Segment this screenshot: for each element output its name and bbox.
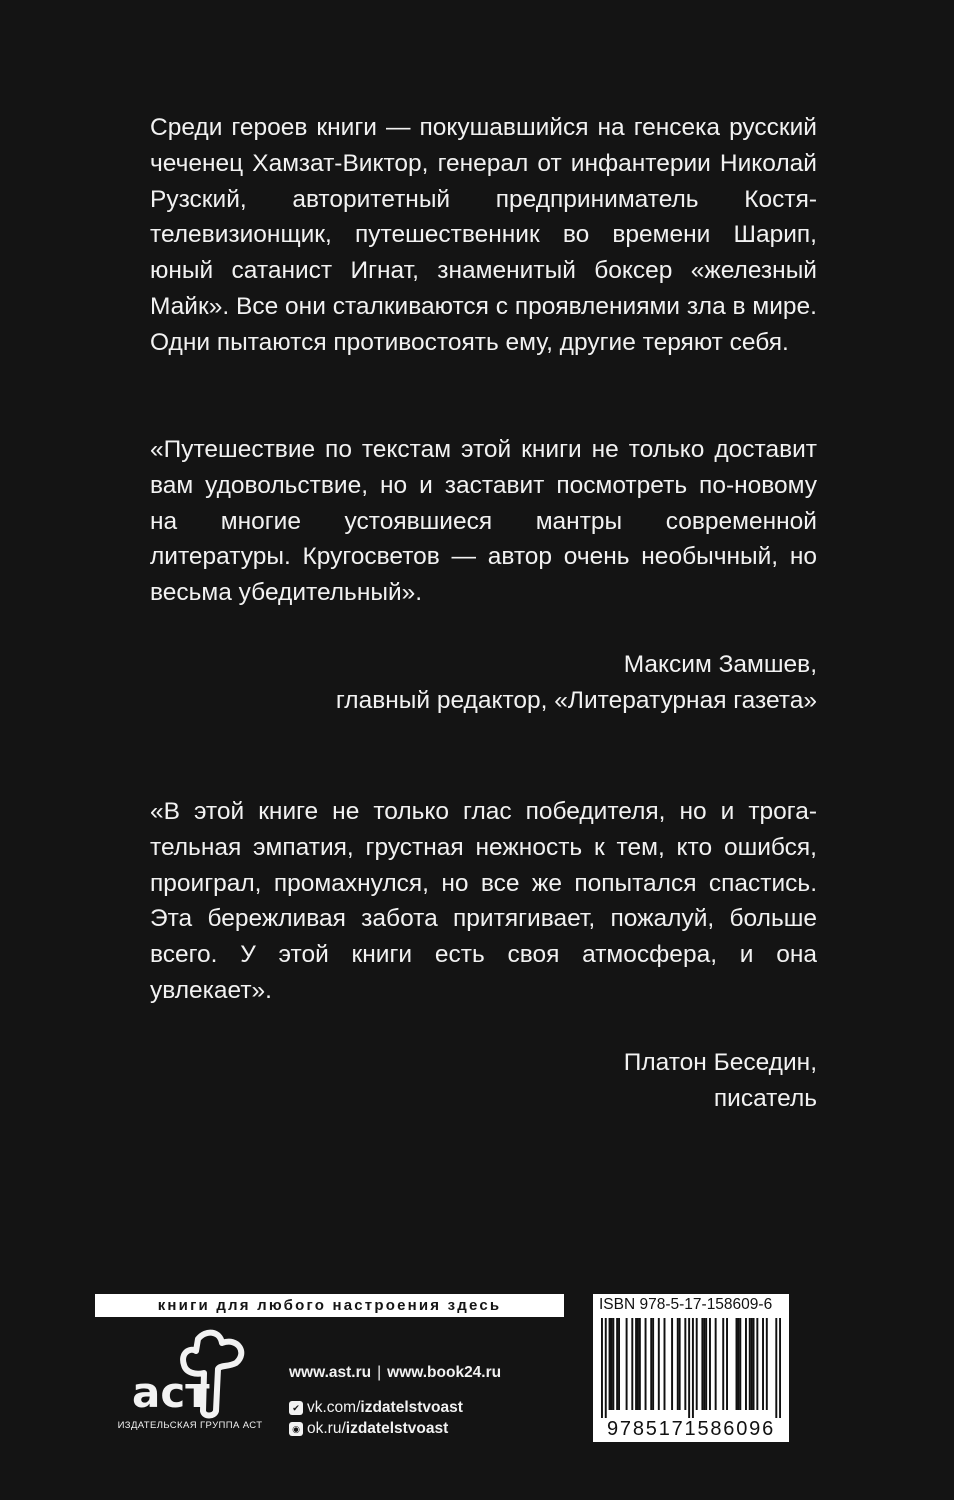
- quote-2-text: «В этой книге не только глас победителя, но и трогательная эмпатия, грустная нежность к тем, кто ошибся, проиграл, промахнулся, но все же попытался спастись. Эта бережливая забота притягивает, пожалуй, больше всего. У этой книги есть своя атмосфера, и она увлекает».: [150, 798, 817, 1004]
- slogan-bar: книги для любого настроения здесь: [95, 1294, 564, 1317]
- ok-row[interactable]: [289, 1418, 501, 1439]
- description-text: Среди героев книги — покушавшийся на генсека русский чеченец Хамзат-Виктор, генерал от инфантерии Николай Рузский, авторитетный предприниматель Костя-телевизионщик, путешественник во времени Шарип, юный сатанист Игнат, знаменитый боксер «железный Майк». Все они сталкиваются с проявлениями зла в мире. Одни пытаются противостоять ему, другие теряют себя.: [150, 114, 817, 356]
- barcode-bars: [601, 1318, 781, 1418]
- barcode-bar: [736, 1318, 738, 1410]
- isbn-label: ISBN 978-5-17-158609-6: [599, 1296, 773, 1313]
- barcode-bar: [722, 1318, 724, 1410]
- vk-handle: izdatelstvoast: [360, 1399, 463, 1416]
- barcode-bar: [601, 1318, 603, 1418]
- quote-1-attribution: [217, 647, 817, 719]
- barcode-bar: [766, 1318, 768, 1410]
- barcode-bar: [737, 1318, 739, 1410]
- barcode-bar: [739, 1318, 741, 1410]
- barcode-bar: [745, 1318, 747, 1410]
- barcode-bar: [637, 1318, 639, 1410]
- description-block: [150, 110, 817, 361]
- barcode-bar: [701, 1318, 703, 1410]
- barcode-bar: [726, 1318, 728, 1410]
- barcode-bar: [650, 1318, 652, 1410]
- barcode-bar: [715, 1318, 717, 1410]
- barcode-bar: [652, 1318, 654, 1410]
- barcode-bar: [709, 1318, 711, 1410]
- website-row: [289, 1362, 501, 1383]
- publisher-caption: ИЗДАТЕЛЬСКАЯ ГРУППА АСТ: [117, 1420, 263, 1431]
- publisher-logo: [110, 1325, 270, 1435]
- barcode-bar: [612, 1318, 614, 1410]
- quote-1-author: Максим Замшев,: [623, 651, 817, 678]
- barcode-bar: [688, 1318, 690, 1418]
- website-link-book24[interactable]: www.book24.ru: [387, 1364, 502, 1381]
- barcode-bar: [639, 1318, 641, 1410]
- barcode-bar: [677, 1318, 679, 1410]
- barcode-bar: [751, 1318, 753, 1410]
- ast-logo-icon: [110, 1325, 270, 1420]
- barcode-bar: [703, 1318, 705, 1410]
- quote-1-role: главный редактор, «Литературная газета»: [335, 686, 817, 714]
- barcode-bar: [762, 1318, 764, 1410]
- quote-2: [150, 794, 817, 1009]
- barcode-bar: [658, 1318, 660, 1410]
- barcode-bar: [679, 1318, 681, 1410]
- barcode-bar: [684, 1318, 686, 1410]
- vk-icon: ✔: [289, 1401, 303, 1415]
- barcode-digits: 9785171586096: [607, 1418, 775, 1440]
- link-separator: |: [377, 1364, 382, 1381]
- barcode-bar: [631, 1318, 633, 1410]
- quote-2-role: писатель: [713, 1084, 817, 1112]
- barcode-bar: [605, 1318, 607, 1418]
- barcode-bar: [671, 1318, 673, 1410]
- barcode-bar: [618, 1318, 620, 1410]
- barcode-bar: [756, 1318, 758, 1410]
- barcode-box: [593, 1294, 789, 1442]
- vk-prefix: vk.com/: [307, 1399, 361, 1416]
- barcode-bar: [753, 1318, 755, 1410]
- barcode-bar: [775, 1318, 777, 1418]
- barcode-bar: [645, 1318, 647, 1410]
- barcode-bar: [705, 1318, 707, 1410]
- quote-2-attribution: [217, 1045, 817, 1117]
- barcode-bar: [696, 1318, 698, 1410]
- barcode-bar: [779, 1318, 781, 1418]
- barcode-bar: [749, 1318, 751, 1410]
- ok-handle: izdatelstvoast: [345, 1420, 449, 1437]
- publisher-links: [289, 1362, 501, 1439]
- barcode-bar: [635, 1318, 637, 1410]
- barcode-bar: [609, 1318, 611, 1410]
- quote-1-text: «Путешествие по текстам этой книги не только доставит вам удовольствие, но и заставит посмотреть по-новому на многие устоявшиеся мантры современной литературы. Кругосветов — автор очень необычный, но весьма убедительный».: [150, 436, 817, 607]
- ok-icon: ◉: [289, 1422, 303, 1436]
- quote-1: [150, 432, 817, 611]
- ok-prefix: ok.ru/: [307, 1420, 346, 1437]
- barcode-bar: [664, 1318, 666, 1410]
- barcode-bar: [616, 1318, 618, 1410]
- logo-text: аст: [132, 1368, 210, 1417]
- website-link-ast[interactable]: www.ast.ru: [289, 1364, 372, 1381]
- vk-row[interactable]: [289, 1397, 501, 1418]
- barcode-bar: [692, 1318, 694, 1418]
- barcode-bar: [626, 1318, 628, 1410]
- barcode-bar: [610, 1318, 612, 1410]
- quote-2-author: Платон Беседин,: [623, 1049, 817, 1076]
